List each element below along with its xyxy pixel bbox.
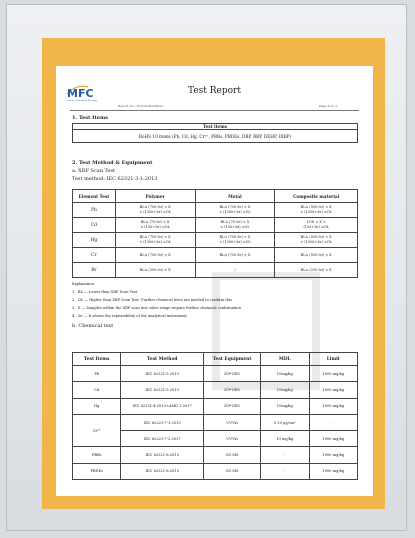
chem-row (73, 398, 358, 414)
section-1-heading: 1. Test Items (72, 115, 109, 121)
xrf-element: Cr (73, 248, 116, 263)
chem-mdl: - (261, 447, 309, 463)
xrf-composite-cell: BL≤ (500-3σ) < X < (1500+3σ) ≤OL (275, 203, 358, 218)
test-items-value: RoHS 10 items (Pb, Cd, Hg, Cr⁶⁺, PBBs, PBDEs, DBP, BBP, DEHP, DIBP) (73, 130, 358, 143)
chem-equipment: GC-MS (204, 447, 261, 463)
explanation-line: 4、3σ — It shows the repeatability of the analytical instrument (72, 314, 187, 318)
test-items-table (72, 123, 358, 143)
chem-mdl: 10mg/kg (261, 382, 309, 398)
chem-method: IEC 62321-5:2013 (121, 382, 204, 398)
chem-header-mdl: MDL (261, 353, 309, 366)
chem-method: IEC 62321-4:2013+AMD 1:2017 (121, 398, 204, 414)
header-divider (70, 110, 359, 111)
chem-header-limit: Limit (309, 353, 357, 366)
chem-row (73, 447, 358, 463)
xrf-header-metal: Metal (195, 190, 275, 203)
chem-item: PBBs (73, 447, 121, 463)
chem-equipment: GC-MS (204, 463, 261, 479)
chem-mdl: 10 mg/kg (261, 431, 309, 447)
xrf-metal-cell: BL≤ (70-3σ) < X < (130+3σ) ≤OL (195, 218, 275, 233)
explanation-line: 2、OL — Higher than XRF Scan Test. Further chemical tests are needed to confirm this (72, 298, 232, 302)
chem-limit: 1000 mg/kg (309, 463, 357, 479)
page-number: Page 4 of 11 (319, 104, 338, 108)
logo-tagline: Institute of Standard & Metrology (67, 100, 98, 102)
xrf-row (73, 218, 358, 233)
test-method-line: Test method: IEC 62321-3-1:2013 (72, 176, 158, 182)
xrf-metal-cell: BL≤ (700-3σ) < X < (1300+3σ) ≤OL (195, 203, 275, 218)
chem-method: IEC 62321-5:2013 (121, 366, 204, 382)
report-title: Test Report (188, 86, 241, 96)
xrf-composite-cell: BL≤ (500-3σ) < X (275, 248, 358, 263)
chem-mdl: - (261, 463, 309, 479)
xrf-polymer-cell: BL≤ (300-3σ) < X (115, 263, 195, 278)
explanation-line: 3、X — Samples within the XRF scan test value range require further chemical confirmation (72, 306, 241, 310)
chem-method: IEC 62321-7-1:2015 (121, 414, 204, 430)
chem-item: Cr⁶⁺ (73, 414, 121, 447)
xrf-metal-cell: BL≤ (700-3σ) < X < (1300+3σ) ≤OL (195, 233, 275, 248)
chem-item: Hg (73, 398, 121, 414)
chem-item: PBDEs (73, 463, 121, 479)
xrf-header-element: Element Test (73, 190, 116, 203)
xrf-header-composite: Composite material (275, 190, 358, 203)
xrf-composite-cell: BL≤ (250-3σ) < X (275, 263, 358, 278)
chem-item: Pb (73, 366, 121, 382)
xrf-row (73, 233, 358, 248)
chem-row (73, 366, 358, 382)
explanation-line: 1、BL — Lower than XRF Scan Test (72, 290, 138, 294)
xrf-element: Br (73, 263, 116, 278)
chem-equipment: UV-Vis (204, 431, 261, 447)
chem-limit: 1000 mg/kg (309, 447, 357, 463)
chem-method: IEC 62321-7-2:2017 (121, 431, 204, 447)
report-page (56, 66, 373, 496)
chem-equipment: ICP-OES (204, 366, 261, 382)
xrf-row (73, 248, 358, 263)
xrf-metal-cell: / (195, 263, 275, 278)
xrf-element: Pb (73, 203, 116, 218)
logo-text: MFC (67, 87, 94, 100)
chem-mdl: 0.10 μg/cm² (261, 414, 309, 430)
chem-equipment: ICP-OES (204, 382, 261, 398)
xrf-subheading: a. XRF Scan Test (72, 168, 116, 174)
xrf-polymer-cell: BL≤ (700-3σ) < X < (1300+3σ) ≤OL (115, 203, 195, 218)
chem-limit: - (309, 414, 357, 430)
section-2-heading: 2. Test Method & Equipment (72, 160, 153, 166)
chem-equipment: UV-Vis (204, 414, 261, 430)
xrf-composite-cell: LOD < X < (150+3σ) ≤OL (275, 218, 358, 233)
chemical-test-subheading: b. Chemical test (72, 323, 114, 329)
xrf-composite-cell: BL≤ (500-3σ) < X < (1500+3σ) ≤OL (275, 233, 358, 248)
test-items-header: Test items (73, 124, 358, 130)
chem-limit: 1000 mg/kg (309, 398, 357, 414)
xrf-polymer-cell: BL≤ (700-3σ) < X (115, 248, 195, 263)
xrf-metal-cell: BL≤ (700-3σ) < X (195, 248, 275, 263)
chem-limit: 1000 mg/kg (309, 382, 357, 398)
chem-method: IEC 62321-6:2015 (121, 463, 204, 479)
xrf-polymer-cell: BL≤ (700-3σ) < X < (1300+3σ) ≤OL (115, 233, 195, 248)
chem-header-equipment: Test Equipment (204, 353, 261, 366)
chem-method: IEC 62321-6:2015 (121, 447, 204, 463)
report-number: Report No.: STJ2310815903-1 (118, 104, 164, 108)
chem-row (73, 382, 358, 398)
chem-mdl: 10mg/kg (261, 398, 309, 414)
xrf-row (73, 263, 358, 278)
xrf-table (72, 189, 358, 278)
chem-row (73, 414, 358, 430)
explanation-heading: Explanation: (72, 282, 95, 286)
chem-row (73, 463, 358, 479)
chem-equipment: ICP-OES (204, 398, 261, 414)
xrf-polymer-cell: BL≤ (70-3σ) < X < (130+3σ) ≤OL (115, 218, 195, 233)
xrf-row (73, 203, 358, 218)
chem-header-item: Test Items (73, 353, 121, 366)
chem-header-method: Test Method (121, 353, 204, 366)
chem-limit: 1000 mg/kg (309, 366, 357, 382)
chemical-test-table (72, 352, 358, 480)
xrf-element: Cd (73, 218, 116, 233)
chem-item: Cd (73, 382, 121, 398)
xrf-header-polymer: Polymer (115, 190, 195, 203)
chem-mdl: 10mg/kg (261, 366, 309, 382)
xrf-element: Hg (73, 233, 116, 248)
chem-limit: 1000 mg/kg (309, 431, 357, 447)
